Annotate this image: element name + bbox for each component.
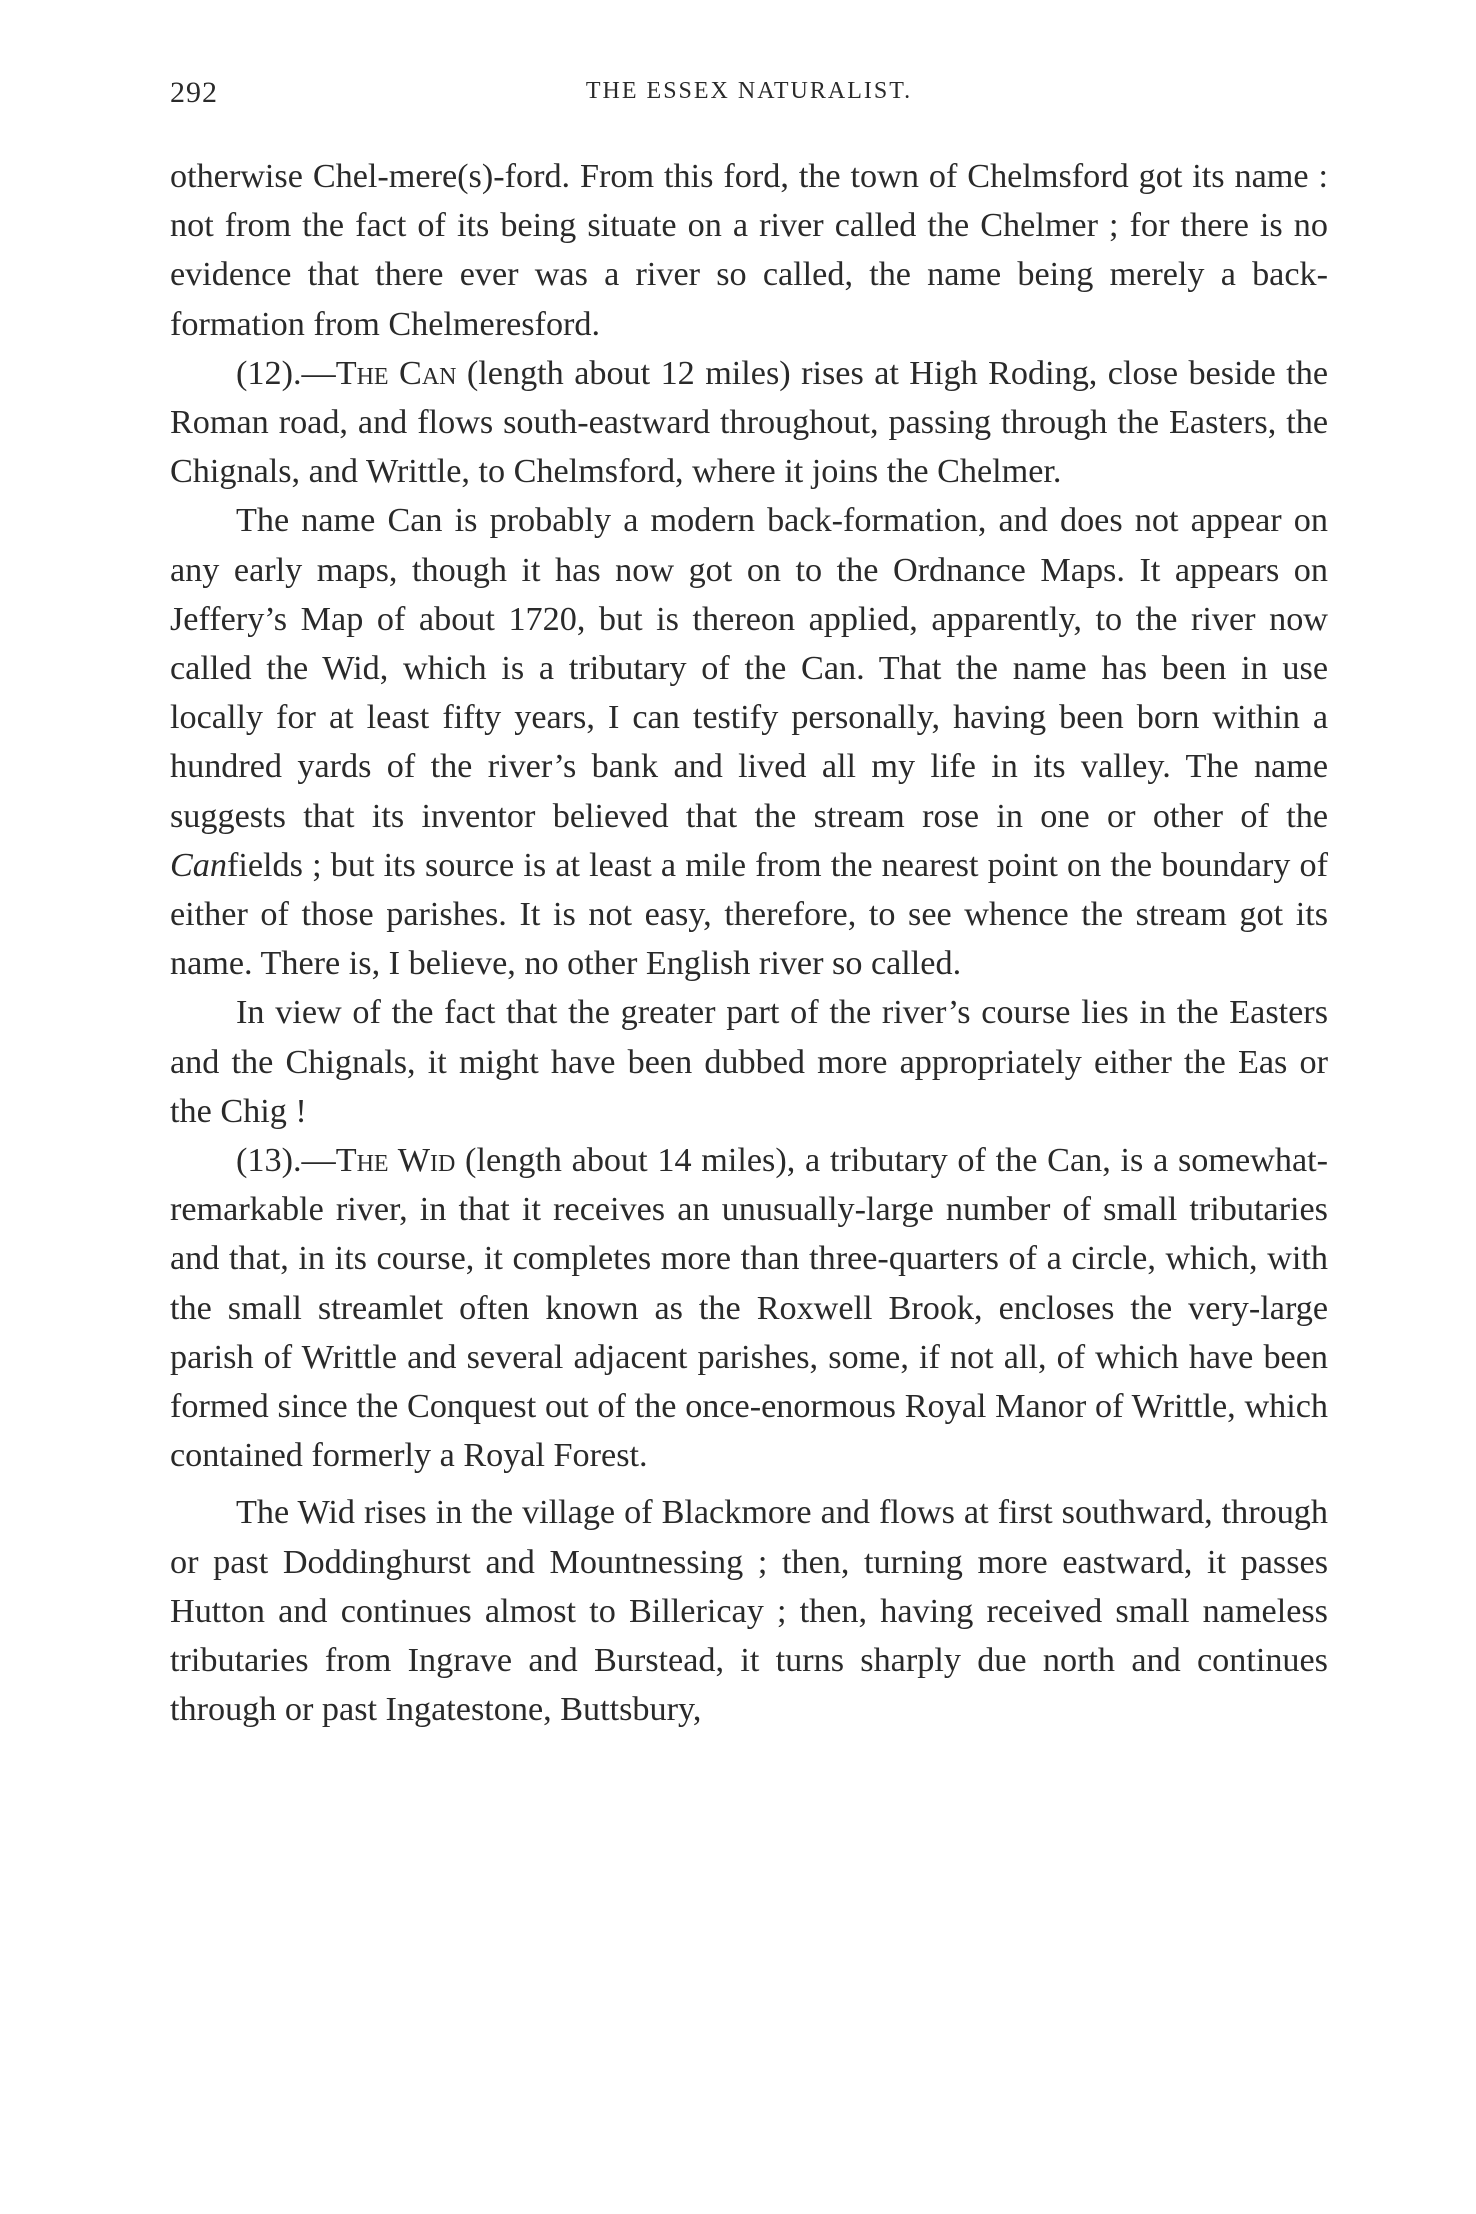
paragraph-text: The name Can is probably a modern back-formation, and does not appear on any early maps, though it has now got on to the Ordnance Maps. It appears on Jeffery’s Map of about 1720, but is thereon applied, apparently, to the river now called the Wid, which is a tributary of the Can. That the name has been in use locally for at least fifty years, I can testify personally, having been born within a hundred yards of the river’s bank and lived all my life in its valley. The name suggests that its inventor believed that the stream rose in one or other of the [170, 502, 1328, 835]
paragraph-wid-course [170, 1488, 1328, 1734]
paragraph-text: otherwise Chel-mere(s)-ford. From this ford, the town of Chelmsford got its name : not from the fact of its being situate on a river called the Chelmer ; for there is no evidence that there ever was a river so called, the name being merely a back-formation from Chelmeresford. [170, 158, 1328, 343]
italic-term: Can [170, 846, 227, 884]
paragraph-text: (length about 14 miles), a tributary of the Can, is a somewhat-remarkable river, in that it receives an unusually-large number of small tributaries and that, in its course, it completes more than three-quarters of a circle, which, with the small streamlet often known as the Roxwell Brook, encloses the very-large parish of Writtle and several adjacent parishes, some, if not all, of which have been formed since the Conquest out of the once-enormous Royal Manor of Writtle, which contained formerly a Royal Forest. [170, 1142, 1328, 1475]
paragraph-text: The Wid rises in the village of Blackmore and flows at first southward, through or past Doddinghurst and Mountnessing ; then, turning more eastward, it passes Hutton and continues almost to Billericay ; then, having received small nameless tributaries from Ingrave and Burstead, it turns sharply due north and continues through or past Ingatestone, Buttsbury, [170, 1494, 1328, 1729]
section-number: (12). [236, 354, 302, 392]
paragraph-can-section [170, 349, 1328, 497]
paragraph-can-view [170, 988, 1328, 1136]
paragraph-text-continued: fields ; but its source is at least a mile from the nearest point on the boundary of either of those parishes. It is not easy, therefore, to see whence the stream got its name. There is, I believe, no other English river so called. [170, 846, 1328, 983]
running-title: THE ESSEX NATURALIST. [585, 78, 913, 104]
paragraph-text: In view of the fact that the greater part of the river’s course lies in the Easters and the Chignals, it might have been dubbed more appropriately either the Eas or the Chig ! [170, 994, 1328, 1130]
section-heading: —The Wid [301, 1142, 456, 1180]
section-number: (13). [236, 1142, 302, 1180]
section-heading: —The Can [301, 354, 457, 392]
paragraph-can-name [170, 496, 1328, 988]
page-number: 292 [170, 76, 218, 109]
paragraph-chelmsford-continued [170, 152, 1328, 349]
page-header [170, 76, 1328, 116]
paragraph-text: (length about 12 miles) rises at High Roding, close beside the Roman road, and flows south-eastward throughout, passing through the Easters, the Chignals, and Writtle, to Chelmsford, where it joins the Chelmer. [170, 354, 1328, 491]
paragraph-wid-section [170, 1136, 1328, 1480]
body-text [170, 152, 1328, 1735]
